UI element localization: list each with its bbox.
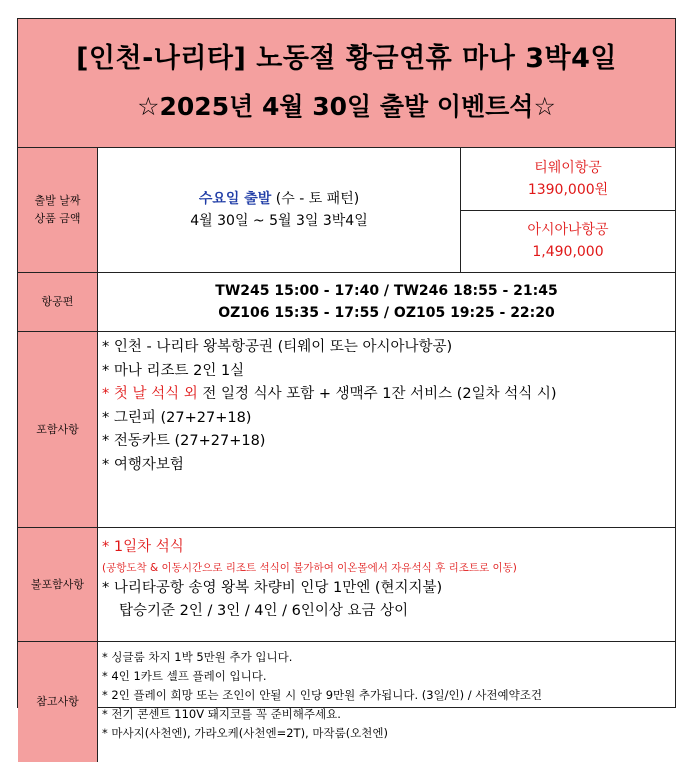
included-item: * 그린피 (27+27+18) (102, 409, 252, 426)
flight-schedule (98, 273, 675, 331)
product-sheet (17, 18, 676, 740)
reference-item: * 4인 1카트 셀프 플레이 입니다. (102, 669, 267, 683)
departure-day: 수요일 출발 (198, 191, 272, 207)
price-row-label (18, 148, 98, 272)
reference-row (18, 642, 675, 762)
included-row (18, 332, 675, 528)
reference-item: * 2인 플레이 희망 또는 조인이 안될 시 인당 9만원 추가됩니다. (3일/인) / 사전예약조건 (102, 688, 542, 702)
label-product-price: 상품 금액 (34, 212, 81, 225)
included-item: * 인천 - 나리타 왕복항공권 (티웨이 또는 아시아나항공) (102, 339, 453, 355)
excluded-note: (공항도착 & 이동시간으로 리조트 석식이 불가하여 이온몰에서 자유석식 후 리조트로 이동) (102, 562, 517, 574)
reference-list (98, 642, 675, 762)
price-row (18, 148, 675, 273)
flight-line-tway: TW245 15:00 - 17:40 / TW246 18:55 - 21:45 (215, 283, 558, 299)
page-title: [인천-나리타] 노동절 황금연휴 마나 3박4일 (76, 43, 617, 74)
included-item-highlight: * 첫 날 석식 외 (102, 386, 198, 402)
excluded-row-label: 불포함사항 (18, 528, 98, 641)
included-list (98, 332, 675, 527)
excluded-row (18, 528, 675, 642)
departure-pattern: (수 - 토 패턴) (271, 191, 360, 207)
departure-line (199, 188, 359, 210)
departure-info (98, 148, 461, 272)
flight-row (18, 273, 675, 332)
airline-prices (461, 148, 675, 272)
airline-price: 1390,000원 (527, 181, 609, 198)
travel-dates: 4월 30일 ~ 5월 3일 3박4일 (190, 213, 368, 229)
airline-name: 아시아나항공 (527, 222, 609, 239)
excluded-item-sub: 탑승기준 2인 / 3인 / 4인 / 6인이상 요금 상이 (119, 603, 409, 619)
included-row-label: 포함사항 (18, 332, 98, 527)
included-item: * 전동카트 (27+27+18) (102, 433, 266, 449)
page-subtitle: ☆2025년 4월 30일 출발 이벤트석☆ (137, 92, 556, 121)
reference-item: * 마사지(사천엔), 가라오케(사천엔=2T), 마작룸(오천엔) (102, 726, 388, 740)
airline-price-asiana (461, 210, 675, 273)
airline-name: 티웨이항공 (534, 159, 602, 176)
included-item: * 여행자보험 (102, 456, 184, 473)
label-departure-date: 출발 날짜 (34, 194, 81, 207)
flight-line-asiana: OZ106 15:35 - 17:55 / OZ105 19:25 - 22:20 (218, 305, 555, 321)
airline-price-tway (461, 148, 675, 210)
excluded-item: * 나리타공항 송영 왕복 차량비 인당 1만엔 (현지지불) (102, 580, 443, 596)
title-banner (18, 19, 675, 148)
flight-row-label: 항공편 (18, 273, 98, 331)
excluded-list (98, 528, 675, 641)
reference-row-label: 참고사항 (18, 642, 98, 762)
included-item (102, 383, 675, 407)
reference-item: * 전기 콘센트 110V 돼지코를 꼭 준비해주세요. (102, 707, 341, 721)
included-item-rest: 전 일정 식사 포함 + 생맥주 1잔 서비스 (2일차 석식 시) (197, 386, 557, 402)
reference-item: * 싱글룸 차지 1박 5만원 추가 입니다. (102, 650, 293, 664)
airline-price: 1,490,000 (532, 244, 604, 261)
included-item: * 마나 리조트 2인 1실 (102, 362, 245, 379)
excluded-item: * 1일차 석식 (102, 539, 184, 555)
